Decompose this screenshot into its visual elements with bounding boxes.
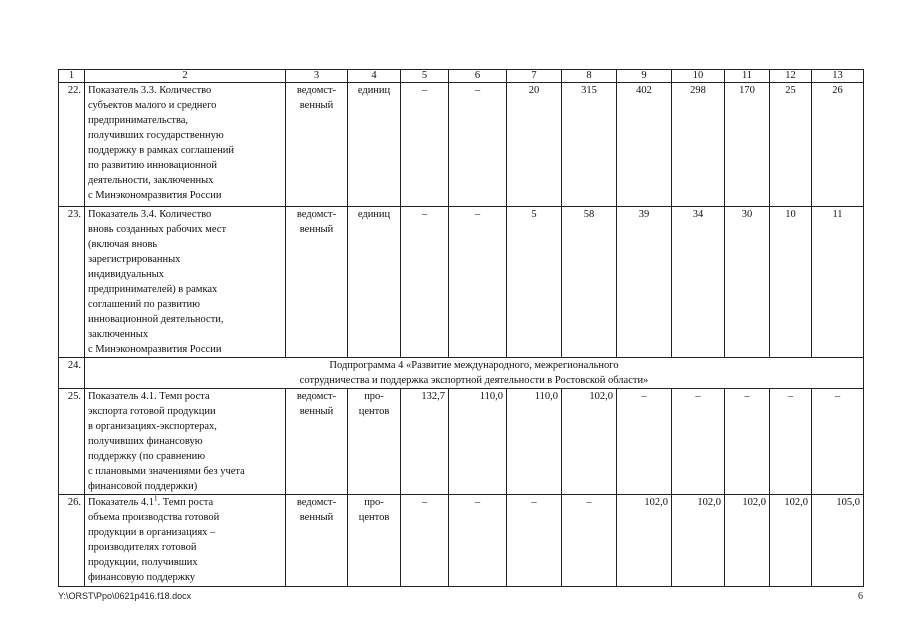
value-cell: 110,0: [507, 389, 562, 495]
name-line: субъектов малого и среднего: [88, 100, 217, 111]
header-cell: 6: [449, 70, 507, 83]
name-line: предпринимателей) в рамках: [88, 284, 218, 295]
name-line: инновационной деятельности,: [88, 314, 224, 325]
value-cell: –: [562, 495, 617, 587]
name-line: экспорта готовой продукции: [88, 406, 216, 417]
header-cell: 8: [562, 70, 617, 83]
indicator-type: [286, 207, 348, 358]
value-cell: –: [449, 83, 507, 207]
type-line: ведомст-: [296, 85, 337, 96]
name-line: объема производства готовой: [88, 512, 220, 523]
header-cell: 13: [812, 70, 864, 83]
value-cell: –: [672, 389, 725, 495]
name-line: по развитию инновационной: [88, 160, 217, 171]
type-line: венный: [299, 100, 334, 111]
value-cell: 30: [725, 207, 770, 358]
row-number: 25.: [59, 389, 85, 495]
name-end: . Темп роста: [157, 497, 214, 508]
header-cell: 11: [725, 70, 770, 83]
value-cell: 110,0: [449, 389, 507, 495]
name-line: (включая вновь: [88, 239, 158, 250]
value-cell: –: [401, 495, 449, 587]
value-cell: –: [770, 389, 812, 495]
value-cell: 102,0: [562, 389, 617, 495]
name-line: [88, 495, 282, 510]
name-line: с Минэкономразвития России: [88, 190, 222, 201]
value-cell: –: [401, 83, 449, 207]
header-cell: 2: [85, 70, 286, 83]
value-cell: 102,0: [672, 495, 725, 587]
indicator-name: [85, 389, 286, 495]
indicator-type: [286, 83, 348, 207]
value-cell: 315: [562, 83, 617, 207]
value-cell: 102,0: [617, 495, 672, 587]
name-line: зарегистрированных: [88, 254, 181, 265]
value-cell: 20: [507, 83, 562, 207]
value-cell: 5: [507, 207, 562, 358]
table-row-22: [59, 83, 864, 207]
indicator-unit: [348, 389, 401, 495]
name-line: получивших финансовую: [88, 436, 203, 447]
value-cell: –: [507, 495, 562, 587]
unit-line: про-: [364, 497, 384, 508]
name-line: производителях готовой: [88, 542, 197, 553]
value-cell: –: [725, 389, 770, 495]
type-line: ведомст-: [296, 497, 337, 508]
indicator-type: [286, 495, 348, 587]
name-line: предпринимательства,: [88, 115, 189, 126]
header-cell: 5: [401, 70, 449, 83]
header-cell: 9: [617, 70, 672, 83]
type-line: венный: [299, 406, 334, 417]
name-line: продукции в организациях –: [88, 527, 216, 538]
header-cell: 7: [507, 70, 562, 83]
value-cell: –: [812, 389, 864, 495]
header-cell: 12: [770, 70, 812, 83]
table-row-24-subprogram: [59, 358, 864, 389]
value-cell: –: [401, 207, 449, 358]
indicator-unit: единиц: [348, 207, 401, 358]
value-cell: 102,0: [725, 495, 770, 587]
header-row: [59, 70, 864, 83]
indicator-name: [85, 495, 286, 587]
value-cell: –: [449, 495, 507, 587]
type-line: ведомст-: [296, 209, 337, 220]
name-line: вновь созданных рабочих мест: [88, 224, 227, 235]
name-line: с Минэкономразвития России: [88, 344, 222, 355]
value-cell: 132,7: [401, 389, 449, 495]
name-line: с плановыми значениями без учета: [88, 466, 245, 477]
value-cell: –: [617, 389, 672, 495]
unit-line: центов: [358, 512, 390, 523]
row-number: 23.: [59, 207, 85, 358]
row-number: 22.: [59, 83, 85, 207]
footer-page-number: 6: [858, 591, 863, 602]
name-line: поддержку (по сравнению: [88, 451, 206, 462]
table-row-25: [59, 389, 864, 495]
name-line: индивидуальных: [88, 269, 164, 280]
value-cell: –: [449, 207, 507, 358]
subprogram-title: [85, 358, 864, 389]
value-cell: 105,0: [812, 495, 864, 587]
value-cell: 11: [812, 207, 864, 358]
indicators-table: [58, 69, 864, 587]
type-line: венный: [299, 224, 334, 235]
name-line: поддержку в рамках соглашений: [88, 145, 235, 156]
name-line: финансовой поддержки): [88, 481, 198, 492]
value-cell: 402: [617, 83, 672, 207]
value-cell: 26: [812, 83, 864, 207]
header-cell: 3: [286, 70, 348, 83]
value-cell: 170: [725, 83, 770, 207]
indicator-type: [286, 389, 348, 495]
indicator-unit: [348, 495, 401, 587]
name-line: Показатель 3.4. Количество: [88, 209, 212, 220]
value-cell: 10: [770, 207, 812, 358]
subprogram-title-line: сотрудничества и поддержка экспортной деятельности в Ростовской области»: [299, 375, 649, 386]
type-line: венный: [299, 512, 334, 523]
value-cell: 34: [672, 207, 725, 358]
unit-line: про-: [364, 391, 384, 402]
table-row-26: [59, 495, 864, 587]
row-number: 24.: [59, 358, 85, 389]
indicator-name: [85, 207, 286, 358]
header-cell: 4: [348, 70, 401, 83]
name-line: получивших государственную: [88, 130, 224, 141]
name-line: соглашений по развитию: [88, 299, 200, 310]
name-line: финансовую поддержку: [88, 572, 196, 583]
name-line: продукции, получивших: [88, 557, 198, 568]
value-cell: 25: [770, 83, 812, 207]
header-cell: 1: [59, 70, 85, 83]
indicator-unit: единиц: [348, 83, 401, 207]
value-cell: 102,0: [770, 495, 812, 587]
header-cell: 10: [672, 70, 725, 83]
value-cell: 58: [562, 207, 617, 358]
name-start: Показатель 4.1: [88, 497, 154, 508]
row-number: 26.: [59, 495, 85, 587]
type-line: ведомст-: [296, 391, 337, 402]
unit-line: центов: [358, 406, 390, 417]
value-cell: 298: [672, 83, 725, 207]
name-line: деятельности, заключенных: [88, 175, 214, 186]
name-line: Показатель 3.3. Количество: [88, 85, 212, 96]
value-cell: 39: [617, 207, 672, 358]
footer-file-path: Y:\ORST\Ppo\0621p416.f18.docx: [58, 591, 192, 601]
indicator-name: [85, 83, 286, 207]
name-line: заключенных: [88, 329, 149, 340]
name-line: Показатель 4.1. Темп роста: [88, 391, 210, 402]
subprogram-title-line: Подпрограмма 4 «Развитие международного, межрегионального: [329, 360, 619, 371]
name-superscript: 1: [154, 494, 158, 503]
name-line: в организациях-экспортерах,: [88, 421, 217, 432]
table-row-23: [59, 207, 864, 358]
